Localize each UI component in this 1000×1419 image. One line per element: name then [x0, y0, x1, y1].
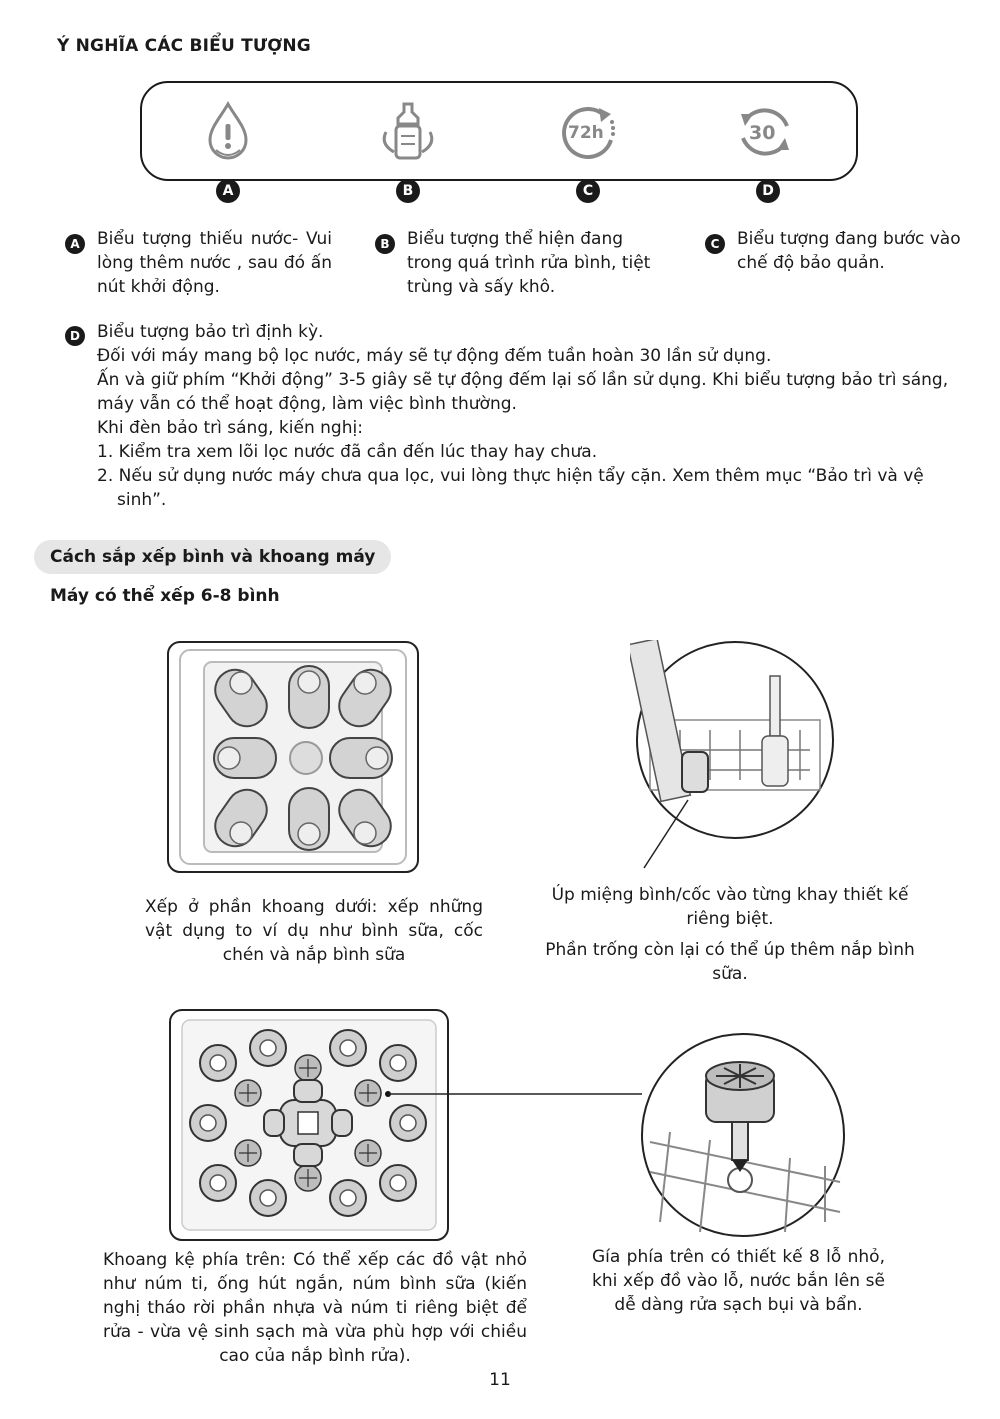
upper-rack-caption: Khoang kệ phía trên: Có thể xếp các đồ vật nhỏ như núm ti, ống hút ngắn, núm bình sữa (kiến nghị tháo rời phần nhựa và núm ti riêng biệt để rửa - vừa vệ sinh sạch mà vừa phù hợp với chiều cao của nắp bình rửa). — [103, 1250, 527, 1366]
badge-d: D — [756, 179, 780, 203]
desc-a: Biểu tượng thiếu nước- Vui lòng thêm nước , sau đó ấn nút khởi động. — [97, 229, 332, 297]
d-line3: Ấn và giữ phím “Khởi động” 3-5 giây sẽ tự động đếm lại số lần sử dụng. Khi biểu tượng bảo trì sáng, máy vẫn có thể hoạt động, làm việc bình thường. — [97, 370, 949, 414]
d-line1: Biểu tượng bảo trì định kỳ. — [97, 322, 324, 342]
section-title: Ý NGHĨA CÁC BIỂU TƯỢNG — [57, 36, 311, 56]
maintenance-30-icon — [733, 100, 797, 164]
upper-rack-illustration — [168, 1008, 452, 1242]
d-line2: Đối với máy mang bộ lọc nước, máy sẽ tự động đếm tuần hoàn 30 lần sử dụng. — [97, 346, 772, 366]
72h-storage-icon — [555, 100, 619, 164]
tray-zoom-illustration — [630, 640, 840, 870]
lower-compartment-illustration — [166, 640, 420, 874]
badge-a: A — [216, 179, 240, 203]
72h-label: 72h — [568, 123, 604, 143]
d-item1: 1. Kiểm tra xem lõi lọc nước đã cần đến lúc thay hay chưa. — [97, 442, 598, 462]
desc-c: Biểu tượng đang bước vào chế độ bảo quản. — [737, 229, 961, 273]
connector-line — [452, 1092, 642, 1096]
tray-caption-2: Phần trống còn lại có thể úp thêm nắp bình sữa. — [545, 940, 915, 984]
water-shortage-icon — [200, 100, 256, 164]
badge-c: C — [576, 179, 600, 203]
eight-holes-caption: Gía phía trên có thiết kế 8 lỗ nhỏ, khi xếp đồ vào lỗ, nước bắn lên sẽ dễ dàng rửa sạch bụi và bẩn. — [592, 1247, 885, 1315]
d-item2: 2. Nếu sử dụng nước máy chưa qua lọc, vui lòng thực hiện tẩy cặn. Xem thêm mục “Bảo trì và vệ sinh”. — [97, 466, 924, 510]
capacity-title: Máy có thể xếp 6-8 bình — [50, 586, 280, 606]
page-number: 11 — [489, 1370, 511, 1390]
desc-d-badge: D — [65, 326, 85, 346]
bottle-cycle-icon — [378, 100, 438, 164]
desc-b: Biểu tượng thể hiện đang trong quá trình rửa bình, tiệt trùng và sấy khô. — [407, 229, 651, 297]
hole-zoom-illustration — [640, 1032, 846, 1238]
tray-caption-1: Úp miệng bình/cốc vào từng khay thiết kế riêng biệt. — [551, 885, 909, 929]
30-label: 30 — [749, 122, 776, 144]
desc-b-badge: B — [375, 234, 395, 254]
badge-b: B — [396, 179, 420, 203]
desc-c-badge: C — [705, 234, 725, 254]
arrangement-pill: Cách sắp xếp bình và khoang máy — [34, 540, 391, 574]
desc-d-block — [97, 320, 967, 512]
desc-a-badge: A — [65, 234, 85, 254]
lower-compartment-caption: Xếp ở phần khoang dưới: xếp những vật dụng to ví dụ như bình sữa, cốc chén và nắp bình sữa — [145, 897, 483, 965]
d-line4: Khi đèn bảo trì sáng, kiến nghị: — [97, 418, 363, 438]
